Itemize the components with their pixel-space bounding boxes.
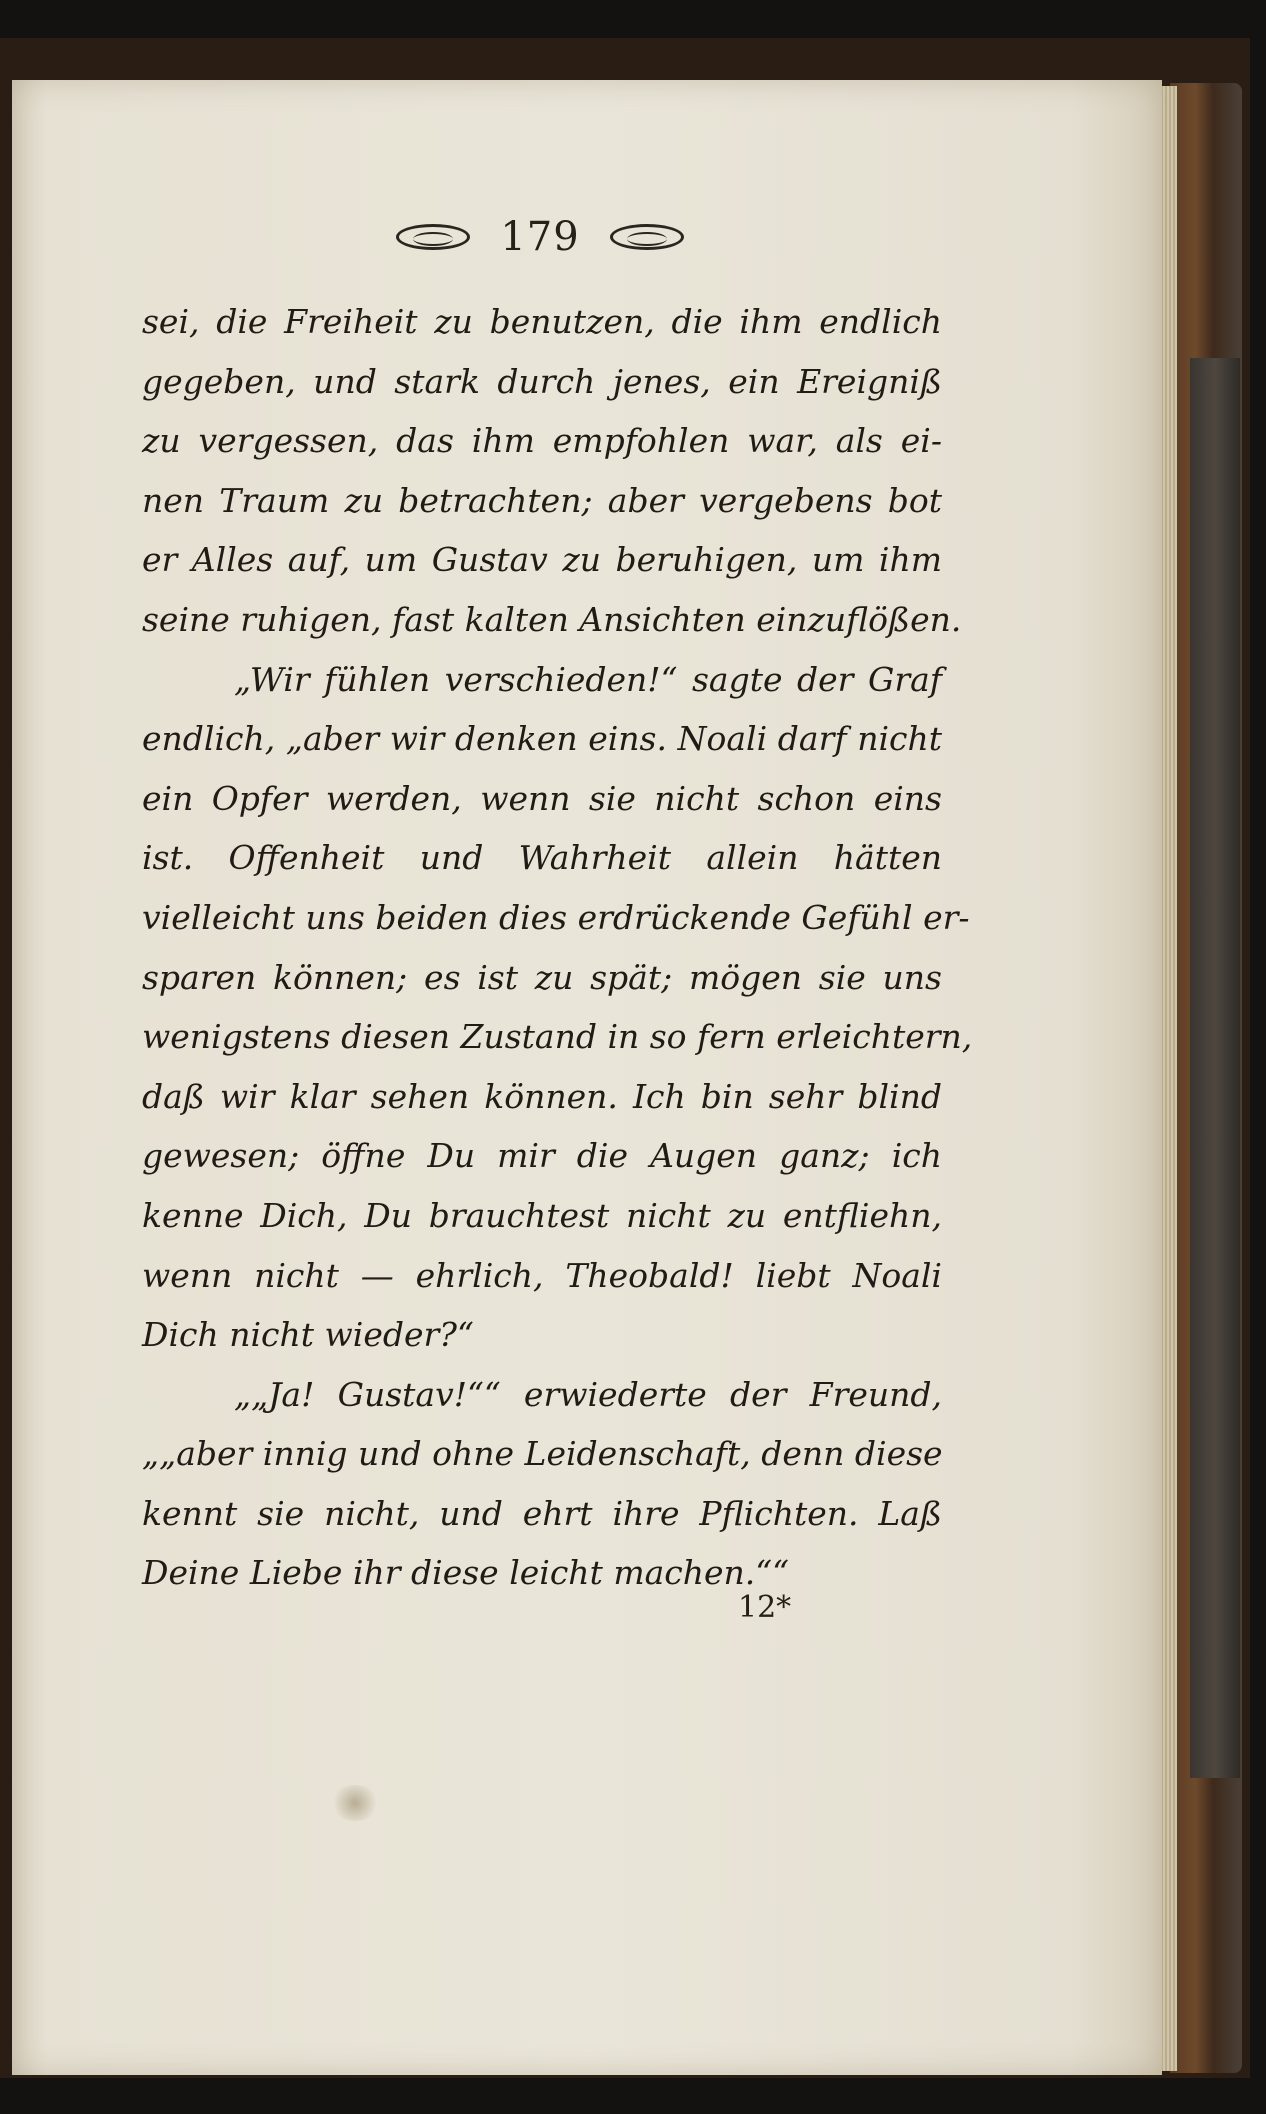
text-line: zu vergessen, das ihm empfohlen war, als ei- (142, 421, 942, 461)
text-line: sei, die Freiheit zu benutzen, die ihm endlich (142, 302, 942, 341)
text-line: daß wir klar sehen können. Ich bin sehr blind (142, 1076, 942, 1116)
body-text (142, 292, 973, 1603)
text-line: Deine Liebe ihr diese leicht machen.““ (142, 1553, 790, 1593)
text-line: ist. Offenheit und Wahrheit allein hätten (142, 838, 942, 878)
text-line: nen Traum zu betrachten; aber vergebens bot (142, 480, 942, 520)
text-line: Dich nicht wieder?“ (142, 1315, 474, 1355)
text-line: kennt sie nicht, und ehrt ihre Pflichten. Laß (142, 1493, 942, 1533)
text-line: seine ruhigen, fast kalten Ansichten einzuflößen. (142, 599, 962, 639)
text-line: endlich, „aber wir denken eins. Noali darf nicht (142, 719, 942, 759)
text-line: wenigstens diesen Zustand in so fern erleichtern, (142, 1017, 973, 1057)
text-line: gegeben, und stark durch jenes, ein Ereigniß (142, 361, 942, 401)
left-ornament-icon (396, 224, 470, 250)
signature-mark: 12* (738, 1590, 792, 1625)
text-line: kenne Dich, Du brauchtest nicht zu entfliehn, (142, 1195, 942, 1235)
text-line: ein Opfer werden, wenn sie nicht schon eins (142, 778, 942, 818)
text-line: gewesen; öffne Du mir die Augen ganz; ich (142, 1136, 942, 1176)
text-line: „Wir fühlen verschieden!“ sagte der Graf (234, 659, 942, 699)
text-line: vielleicht uns beiden dies erdrückende Gefühl er- (142, 897, 970, 937)
paper-stain (330, 1785, 380, 1821)
text-line: sparen können; es ist zu spät; mögen sie uns (142, 957, 942, 997)
text-line: „„aber innig und ohne Leidenschaft, denn diese (142, 1434, 943, 1474)
right-ornament-icon (610, 224, 684, 250)
text-line: wenn nicht — ehrlich, Theobald! liebt Noali (142, 1255, 942, 1295)
page-number: 179 (500, 214, 580, 260)
text-line: „„Ja! Gustav!““ erwiederte der Freund, (234, 1374, 942, 1414)
book-cover-edge (1190, 358, 1240, 1778)
text-line: er Alles auf, um Gustav zu beruhigen, um ihm (142, 540, 942, 580)
page-header (380, 212, 700, 262)
